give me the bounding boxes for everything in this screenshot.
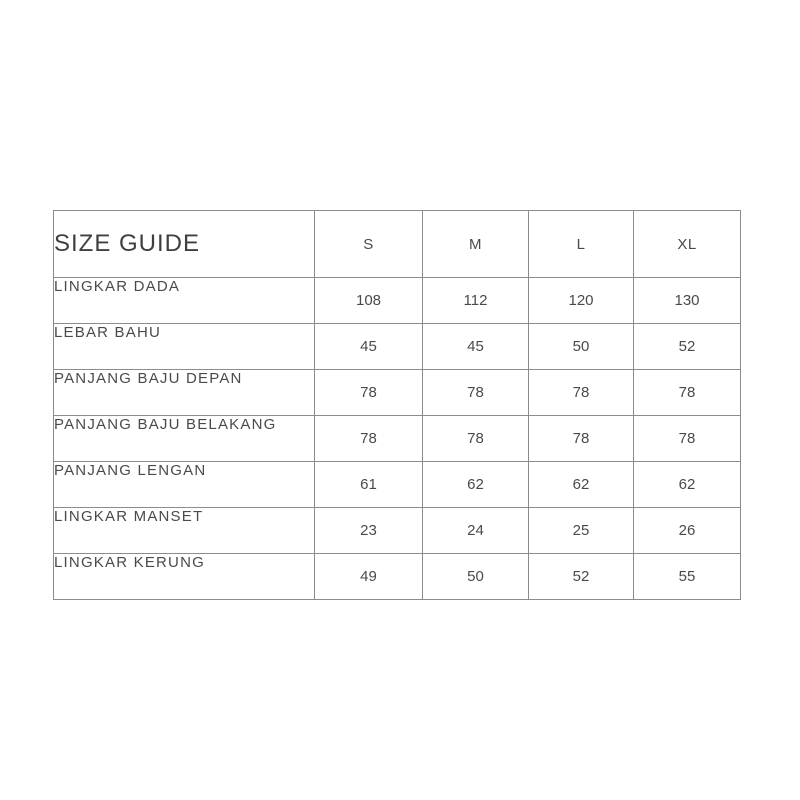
- row-label: LINGKAR KERUNG: [54, 554, 315, 600]
- row-label: LINGKAR DADA: [54, 278, 315, 324]
- table-row: [54, 554, 741, 600]
- value-cell: 24: [423, 508, 529, 554]
- table-row: [54, 416, 741, 462]
- value-cell: 26: [634, 508, 741, 554]
- size-guide-table: [53, 210, 741, 600]
- value-cell: 112: [423, 278, 529, 324]
- table-row: [54, 278, 741, 324]
- value-cell: 130: [634, 278, 741, 324]
- value-cell: 45: [315, 324, 423, 370]
- value-cell: 49: [315, 554, 423, 600]
- row-label: PANJANG LENGAN: [54, 462, 315, 508]
- value-cell: 62: [423, 462, 529, 508]
- value-cell: 78: [315, 416, 423, 462]
- value-cell: 23: [315, 508, 423, 554]
- size-header-xl: XL: [634, 211, 741, 278]
- row-label: PANJANG BAJU BELAKANG: [54, 416, 315, 462]
- value-cell: 78: [529, 416, 634, 462]
- table-title: SIZE GUIDE: [54, 211, 315, 278]
- value-cell: 25: [529, 508, 634, 554]
- header-row: [54, 211, 741, 278]
- value-cell: 52: [529, 554, 634, 600]
- value-cell: 55: [634, 554, 741, 600]
- size-header-m: M: [423, 211, 529, 278]
- value-cell: 50: [529, 324, 634, 370]
- table-row: [54, 324, 741, 370]
- value-cell: 78: [315, 370, 423, 416]
- size-header-l: L: [529, 211, 634, 278]
- value-cell: 108: [315, 278, 423, 324]
- value-cell: 62: [634, 462, 741, 508]
- value-cell: 78: [423, 416, 529, 462]
- row-label: PANJANG BAJU DEPAN: [54, 370, 315, 416]
- value-cell: 45: [423, 324, 529, 370]
- value-cell: 78: [634, 370, 741, 416]
- value-cell: 62: [529, 462, 634, 508]
- size-header-s: S: [315, 211, 423, 278]
- value-cell: 50: [423, 554, 529, 600]
- value-cell: 78: [423, 370, 529, 416]
- row-label: LINGKAR MANSET: [54, 508, 315, 554]
- row-label: LEBAR BAHU: [54, 324, 315, 370]
- value-cell: 78: [634, 416, 741, 462]
- table-row: [54, 462, 741, 508]
- value-cell: 61: [315, 462, 423, 508]
- value-cell: 52: [634, 324, 741, 370]
- table-row: [54, 370, 741, 416]
- table-row: [54, 508, 741, 554]
- value-cell: 120: [529, 278, 634, 324]
- value-cell: 78: [529, 370, 634, 416]
